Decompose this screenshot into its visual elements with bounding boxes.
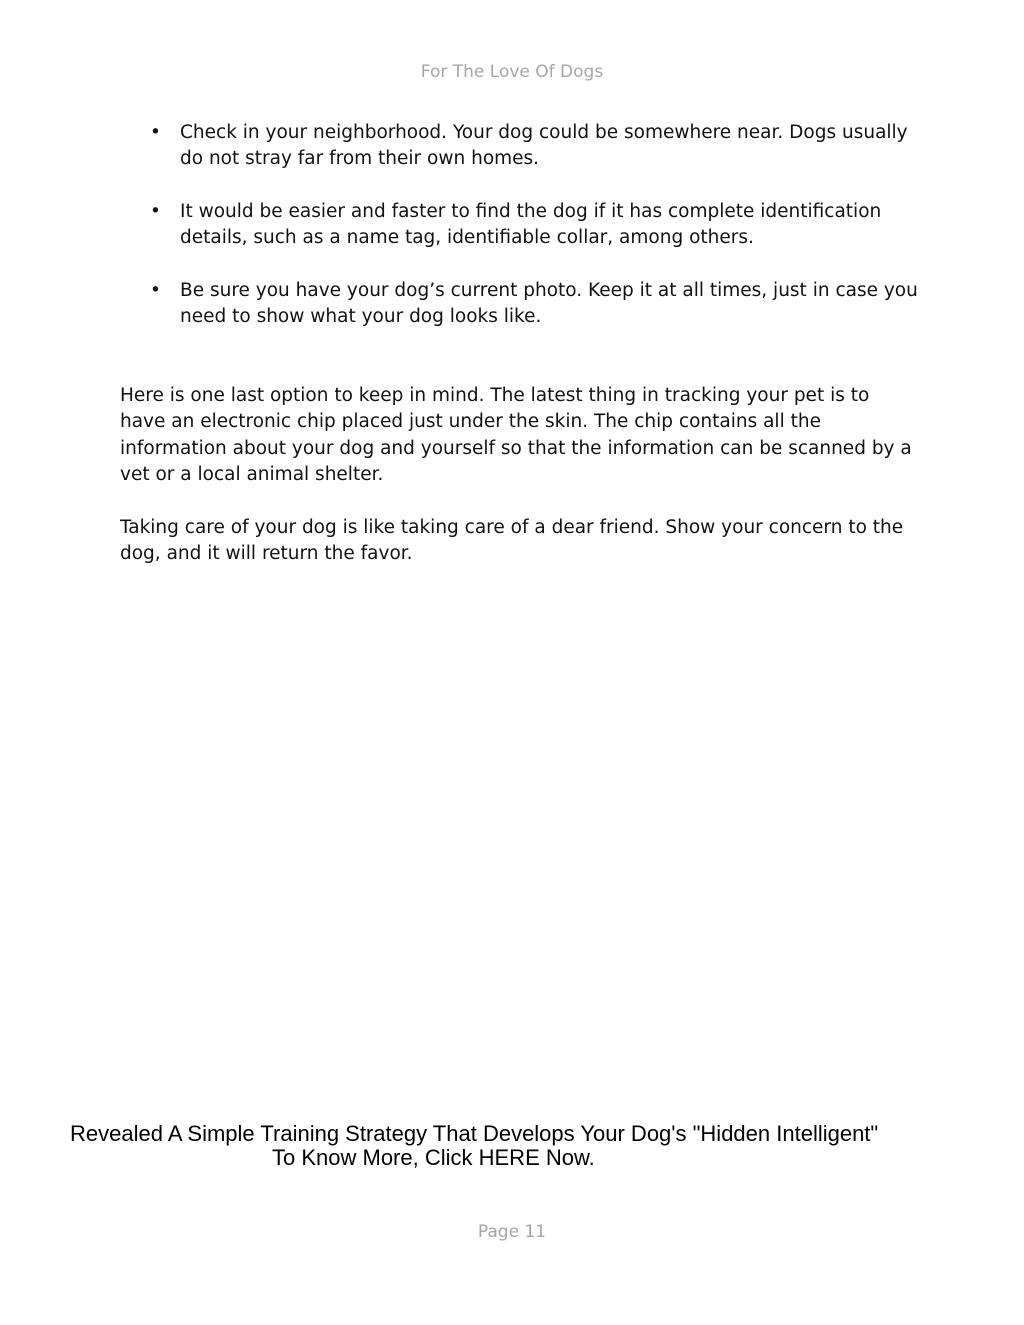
- bullet-text: Check in your neighborhood. Your dog could be somewhere near. Dogs usually do not stray far from their own homes.: [180, 122, 908, 170]
- bullet-list: [120, 120, 920, 357]
- list-item: [120, 199, 920, 252]
- running-header: For The Love Of Dogs: [420, 62, 604, 82]
- bullet-marker: •: [150, 279, 161, 301]
- paragraph-chip-tracking: Here is one last option to keep in mind. The latest thing in tracking your pet is to have an electronic chip placed just under the skin. The chip contains all the information about your dog and yourself so that the information can be scanned by a vet or a local animal shelter.: [120, 385, 912, 485]
- bullet-text: It would be easier and faster to find the dog if it has complete identification details, such as a name tag, identifiable collar, among others.: [180, 200, 882, 249]
- list-item: [120, 120, 920, 173]
- paragraph-closing: Taking care of your dog is like taking care of a dear friend. Show your concern to the dog, and it will return the favor.: [120, 517, 904, 565]
- bullet-text: Be sure you have your dog’s current photo. Keep it at all times, just in case you need to show what your dog looks like.: [180, 279, 918, 328]
- bullet-marker: •: [150, 200, 161, 222]
- promo-link[interactable]: To Know More, Click HERE Now.: [272, 1145, 595, 1170]
- bullet-marker: •: [150, 122, 161, 143]
- page-number: Page 11: [477, 1222, 547, 1242]
- list-item: [120, 278, 920, 331]
- promo-headline: Revealed A Simple Training Strategy That Develops Your Dog's "Hidden Intelligent": [70, 1121, 879, 1146]
